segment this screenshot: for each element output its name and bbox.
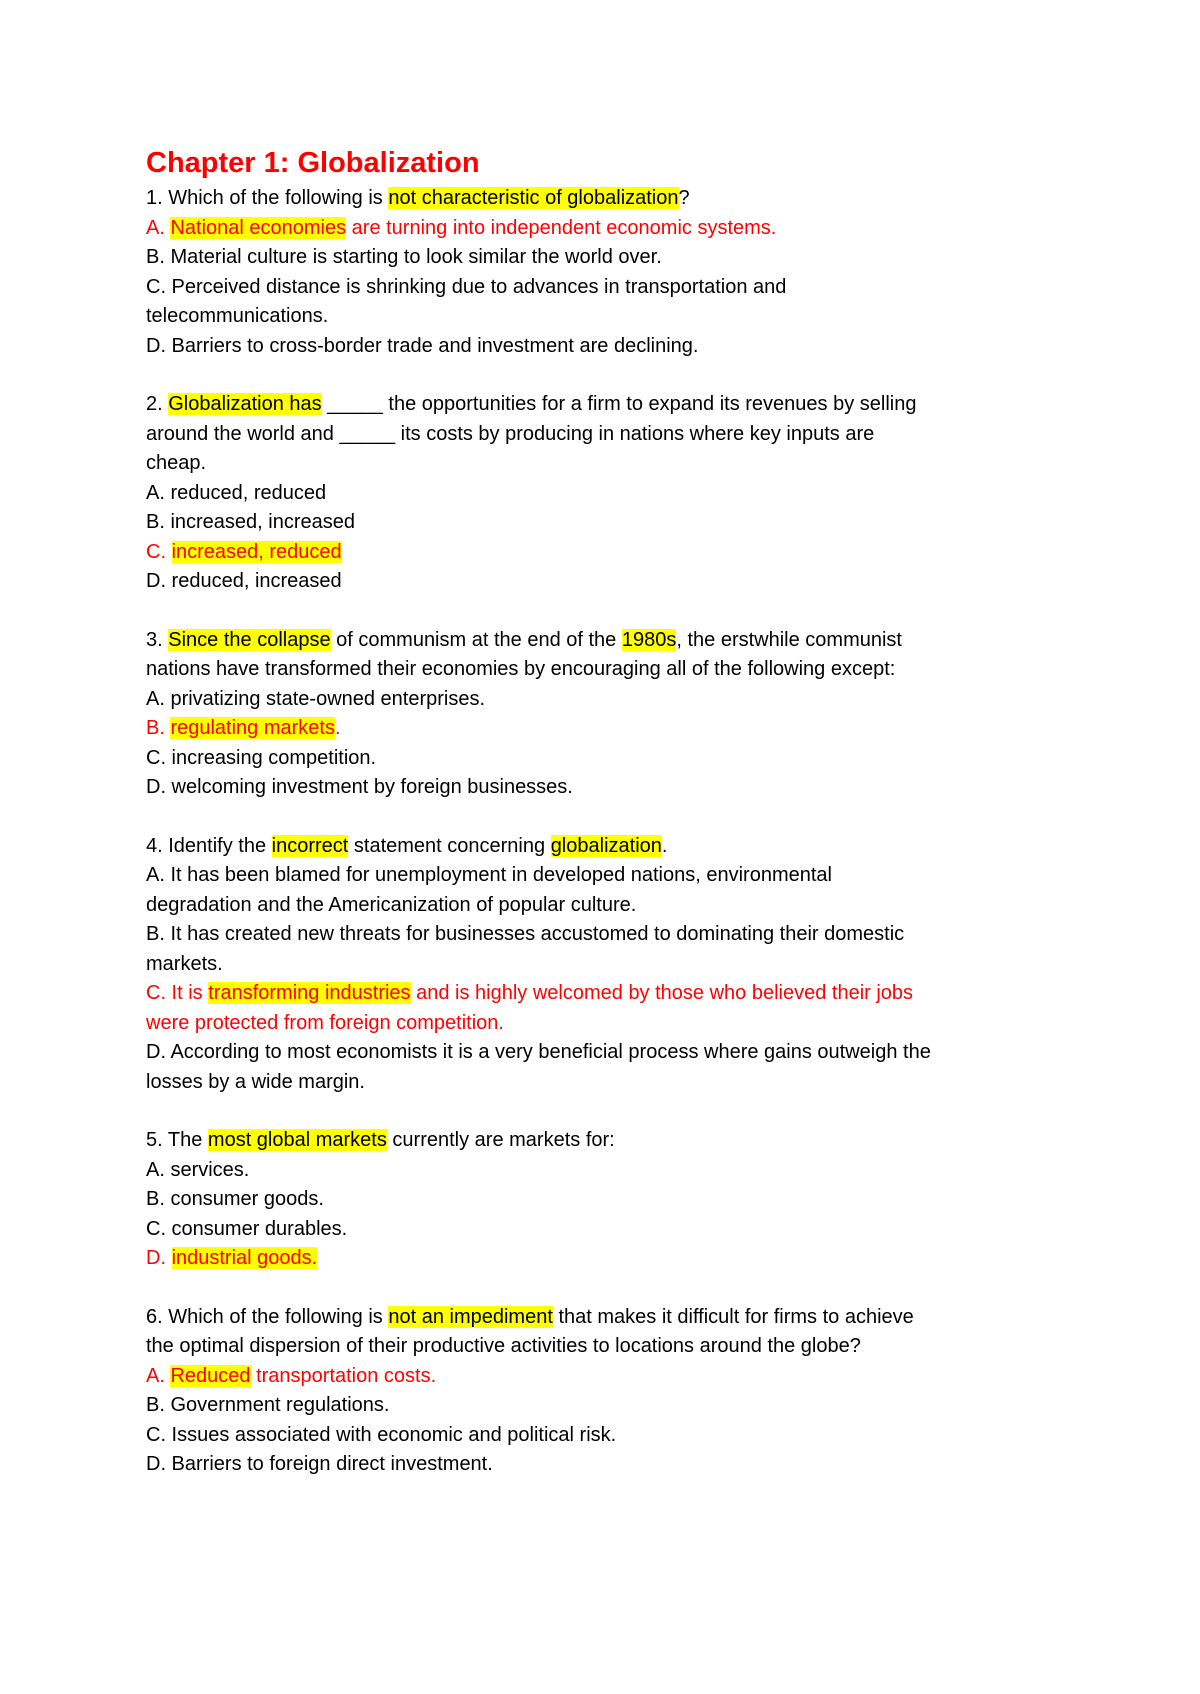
option-line [146, 1009, 1050, 1039]
text-run: 5. The [146, 1129, 208, 1151]
option-line [146, 1450, 1050, 1480]
option-line [146, 1068, 1050, 1098]
question-stem-line [146, 390, 1050, 420]
correct-answer-option [146, 1362, 1050, 1392]
text-run: C. consumer durables. [146, 1217, 348, 1240]
answer-option [146, 1391, 1050, 1421]
answer-option [146, 861, 1050, 920]
option-line [146, 1038, 1050, 1068]
text-run: ? [678, 187, 690, 209]
answer-option [146, 567, 1050, 597]
question-2 [146, 390, 1050, 597]
option-line [146, 861, 1050, 891]
text-run: B. consumer goods. [146, 1188, 324, 1210]
option-line [146, 538, 1050, 568]
text-run: B. [146, 717, 171, 739]
option-line [146, 950, 1050, 980]
question-stem-line [146, 1332, 1050, 1362]
highlighted-text: Since the collapse [168, 628, 331, 651]
question-stem-line [146, 1126, 1050, 1156]
text-run: telecommunications. [146, 305, 329, 327]
text-run: statement concerning [348, 834, 551, 857]
option-line [146, 214, 1050, 244]
text-run: of communism at the end of the [330, 628, 622, 651]
answer-option [146, 1215, 1050, 1245]
text-run: A. reduced, reduced [146, 481, 327, 504]
answer-option [146, 332, 1050, 362]
text-run: A. privatizing state-owned enterprises. [146, 687, 486, 710]
answer-option [146, 1421, 1050, 1451]
option-line [146, 1156, 1050, 1186]
text-run: C. It is [146, 982, 209, 1004]
question-stem-line [146, 420, 1050, 450]
text-run: _____ the opportunities for a firm to expand its revenues by selling [321, 393, 917, 415]
text-run: D. [146, 1247, 172, 1269]
option-line [146, 302, 1050, 332]
highlighted-text: National economies [170, 216, 347, 239]
text-run: A. [146, 1364, 171, 1387]
highlighted-text: Globalization has [168, 393, 322, 415]
text-run: that makes it difficult for firms to achieve [552, 1305, 914, 1328]
highlighted-text: increased, reduced [171, 540, 342, 563]
highlighted-text: regulating markets [170, 717, 335, 739]
text-run: C. Perceived distance is shrinking due to advances in transportation and [146, 275, 787, 298]
highlighted-text: incorrect [271, 834, 349, 857]
text-run: nations have transformed their economies by encouraging all of the following except: [146, 658, 896, 680]
answer-option [146, 243, 1050, 273]
option-line [146, 920, 1050, 950]
text-run: A. [146, 216, 171, 239]
highlighted-text: globalization [550, 834, 662, 857]
text-run: B. Government regulations. [146, 1394, 390, 1416]
answer-option [146, 1156, 1050, 1186]
text-run: . [334, 717, 341, 739]
option-line [146, 1421, 1050, 1451]
chapter-title: Chapter 1: Globalization [146, 147, 480, 179]
text-run: markets. [146, 952, 223, 975]
text-run: losses by a wide margin. [146, 1070, 365, 1093]
text-run: cheap. [146, 452, 207, 474]
text-run: . [661, 834, 668, 857]
highlighted-text: most global markets [207, 1129, 387, 1151]
text-run: 3. [146, 628, 169, 651]
highlighted-text: 1980s [621, 628, 677, 651]
text-run: , the erstwhile communist [676, 628, 902, 651]
question-stem-line [146, 626, 1050, 656]
answer-option [146, 685, 1050, 715]
correct-answer-option [146, 979, 1050, 1038]
text-run: D. Barriers to foreign direct investment. [146, 1453, 493, 1475]
answer-option [146, 773, 1050, 803]
option-line [146, 1215, 1050, 1245]
question-stem-line [146, 655, 1050, 685]
text-run: D. According to most economists it is a very beneficial process where gains outweigh the [146, 1041, 931, 1063]
text-run: D. reduced, increased [146, 570, 342, 592]
answer-option [146, 479, 1050, 509]
text-run: A. services. [146, 1158, 250, 1181]
option-line [146, 891, 1050, 921]
answer-option [146, 1185, 1050, 1215]
option-line [146, 1244, 1050, 1274]
question-stem-line [146, 832, 1050, 862]
option-line [146, 273, 1050, 303]
text-run: A. It has been blamed for unemployment in developed nations, environmental [146, 864, 832, 886]
option-line [146, 685, 1050, 715]
text-run: and is highly welcomed by those who believed their jobs [410, 982, 914, 1004]
question-stem-line [146, 449, 1050, 479]
question-3 [146, 626, 1050, 803]
answer-option [146, 744, 1050, 774]
answer-option [146, 1038, 1050, 1097]
text-run: were protected from foreign competition. [146, 1011, 504, 1034]
highlighted-text: transforming industries [208, 982, 411, 1004]
question-stem-line [146, 184, 1050, 214]
text-run: C. Issues associated with economic and political risk. [146, 1423, 617, 1446]
question-4 [146, 832, 1050, 1098]
text-run: C. increasing competition. [146, 746, 377, 769]
option-line [146, 508, 1050, 538]
text-run: are turning into independent economic systems. [346, 216, 777, 239]
highlighted-text: not characteristic of globalization [388, 187, 679, 209]
text-run: the optimal dispersion of their productive activities to locations around the globe? [146, 1335, 861, 1357]
correct-answer-option [146, 214, 1050, 244]
text-run: 4. Identify the [146, 834, 272, 857]
text-run: transportation costs. [250, 1364, 437, 1387]
correct-answer-option [146, 538, 1050, 568]
text-run: around the world and _____ its costs by producing in nations where key inputs are [146, 422, 875, 445]
option-line [146, 773, 1050, 803]
answer-option [146, 920, 1050, 979]
text-run: C. [146, 540, 172, 563]
question-list [146, 184, 1050, 1480]
text-run: D. Barriers to cross-border trade and investment are declining. [146, 334, 699, 357]
question-stem-line [146, 1303, 1050, 1333]
text-run: degradation and the Americanization of popular culture. [146, 893, 637, 916]
highlighted-text: Reduced [170, 1364, 251, 1387]
text-run: currently are markets for: [386, 1129, 615, 1151]
highlighted-text: not an impediment [388, 1305, 553, 1328]
text-run: 1. Which of the following is [146, 187, 389, 209]
question-1 [146, 184, 1050, 361]
option-line [146, 1362, 1050, 1392]
option-line [146, 1391, 1050, 1421]
text-run: B. It has created new threats for businesses accustomed to dominating their domestic [146, 923, 905, 945]
question-5 [146, 1126, 1050, 1274]
question-6 [146, 1303, 1050, 1480]
option-line [146, 567, 1050, 597]
correct-answer-option [146, 714, 1050, 744]
answer-option [146, 508, 1050, 538]
text-run: 2. [146, 393, 169, 415]
text-run: B. Material culture is starting to look similar the world over. [146, 246, 662, 268]
text-run: 6. Which of the following is [146, 1305, 389, 1328]
answer-option [146, 273, 1050, 332]
option-line [146, 714, 1050, 744]
option-line [146, 479, 1050, 509]
correct-answer-option [146, 1244, 1050, 1274]
option-line [146, 979, 1050, 1009]
highlighted-text: industrial goods. [171, 1247, 318, 1269]
text-run: D. welcoming investment by foreign businesses. [146, 776, 573, 798]
option-line [146, 243, 1050, 273]
text-run: B. increased, increased [146, 511, 356, 533]
option-line [146, 744, 1050, 774]
option-line [146, 332, 1050, 362]
option-line [146, 1185, 1050, 1215]
answer-option [146, 1450, 1050, 1480]
